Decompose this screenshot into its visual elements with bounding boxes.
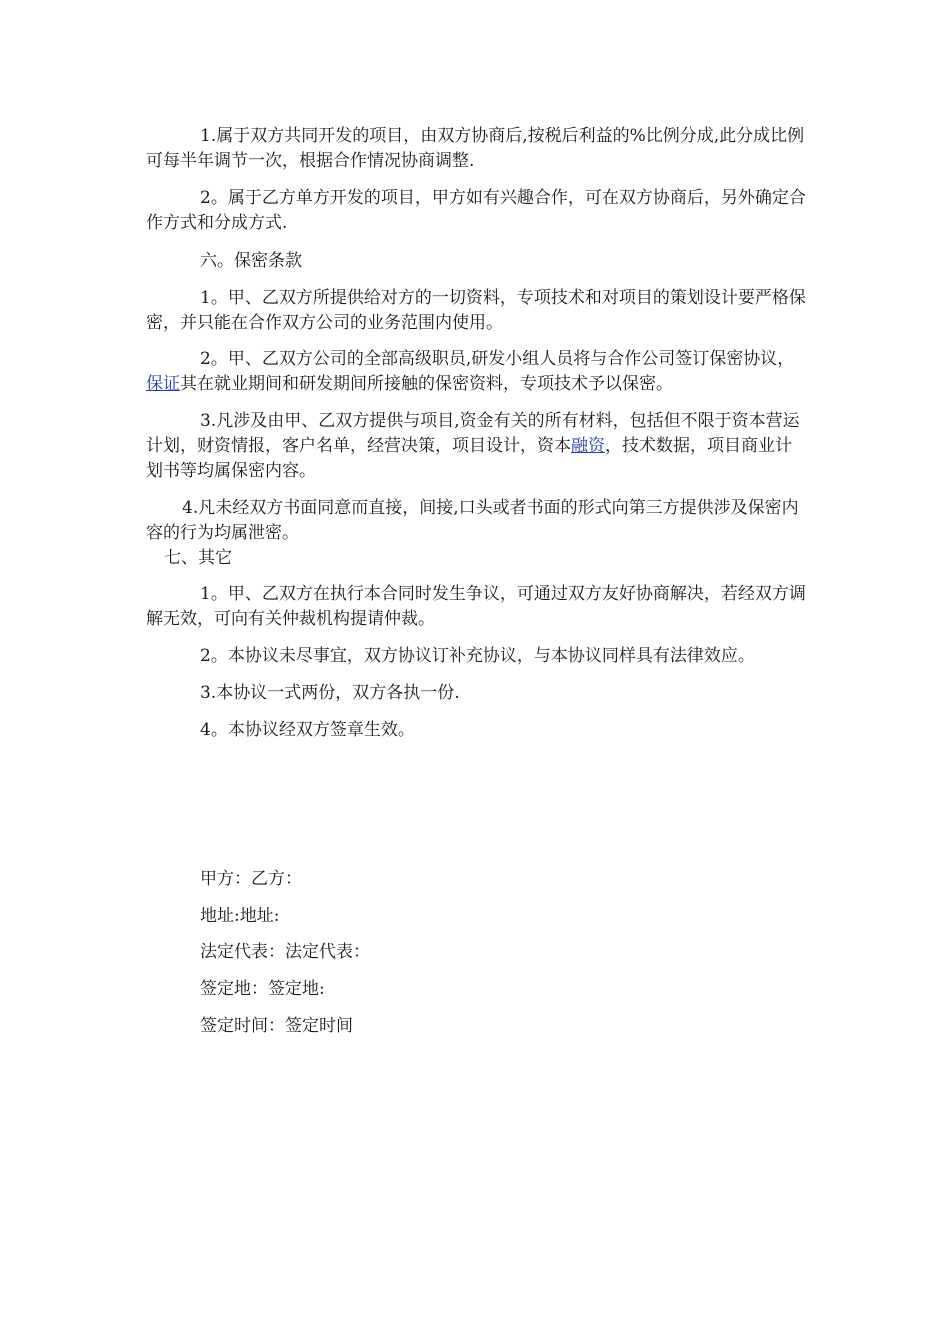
clause-5-1: 1.属于双方共同开发的项目，由双方协商后,按税后利益的%比例分成,此分成比例可每半年调节一次，根据合作情况协商调整. (146, 126, 805, 171)
signature-parties: 甲方：乙方： (200, 869, 302, 889)
signature-time: 签定时间：签定时间 (200, 1016, 353, 1036)
clause-6-3 (146, 409, 806, 484)
link-financing[interactable]: 融资 (571, 436, 605, 456)
clause-6-1: 1。甲、乙双方所提供给对方的一切资料，专项技术和对项目的策划设计要严格保密，并只能在合作双方公司的业务范围内使用。 (146, 288, 806, 333)
signature-address: 地址:地址: (200, 906, 280, 926)
clause-6-2 (146, 347, 806, 397)
clause-7-1: 1。甲、乙双方在执行本合同时发生争议，可通过双方友好协商解决，若经双方调解无效，可向有关仲裁机构提请仲裁。 (146, 584, 806, 629)
clause-5-2: 2。属于乙方单方开发的项目，甲方如有兴趣合作，可在双方协商后，另外确定合作方式和分成方式. (146, 188, 806, 233)
clause-6-2-text-after: 其在就业期间和研发期间所接触的保密资料，专项技术予以保密。 (180, 374, 673, 394)
clause-6-4: 4.凡未经双方书面同意而直接，间接,口头或者书面的形式向第三方提供涉及保密内容的行为均属泄密。 (146, 498, 799, 543)
clause-6-2-text-before: 2。甲、乙双方公司的全部高级职员,研发小组人员将与合作公司签订保密协议， (200, 349, 795, 369)
signature-place: 签定地：签定地: (200, 979, 325, 999)
clause-6-3-text-after: ，技术数据，项目商业计划书等均属保密内容。 (146, 436, 792, 481)
clause-7-4: 4。本协议经双方签章生效。 (200, 720, 415, 740)
section-7-heading: 七、其它 (164, 548, 232, 568)
clause-6-3-text-before: 3.凡涉及由甲、乙双方提供与项目,资金有关的所有材料，包括但不限于资本营运计划，财资情报，客户名单，经营决策，项目设计，资本 (146, 411, 800, 456)
signature-representative: 法定代表：法定代表： (200, 942, 370, 962)
section-6-heading: 六。保密条款 (200, 251, 302, 271)
clause-7-3: 3.本协议一式两份，双方各执一份. (200, 683, 460, 703)
link-guarantee[interactable]: 保证 (146, 374, 180, 394)
clause-7-2: 2。本协议未尽事宜，双方协议订补充协议，与本协议同样具有法律效应。 (200, 646, 755, 666)
